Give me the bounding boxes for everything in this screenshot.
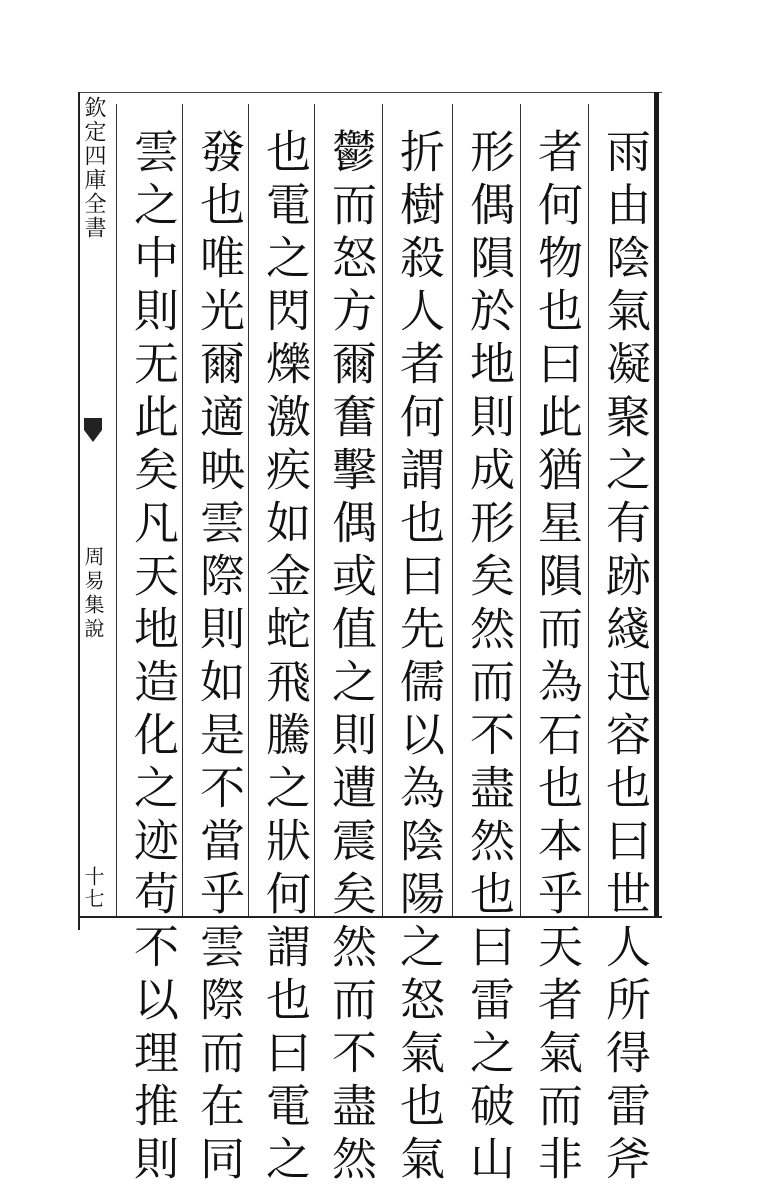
page-number: 十七 xyxy=(81,866,105,910)
column-rule xyxy=(520,104,521,916)
column-rule xyxy=(588,104,589,916)
section-title: 周易集說 xyxy=(81,546,105,642)
book-title: 欽定四庫全書 xyxy=(81,96,106,240)
text-column-2: 者何物也曰此猶星隕而為石也本乎天者氣而非 xyxy=(530,128,583,1188)
column-rule xyxy=(452,104,453,916)
margin-strip xyxy=(80,96,106,916)
text-column-7: 發也唯光爾適映雲際則如是不當乎雲際而在同 xyxy=(192,128,245,1188)
text-column-4: 折樹殺人者何謂也曰先儒以為陰陽之怒氣也氣 xyxy=(392,128,445,1188)
text-column-1: 雨由陰氣凝聚之有跡綫迅容也曰世人所得雷斧 xyxy=(598,128,651,1188)
column-rule xyxy=(116,104,117,916)
text-column-8: 雲之中則无此矣凡天地造化之迹苟不以理推則 xyxy=(126,128,179,1188)
text-column-6: 也電之閃爍激疾如金蛇飛騰之狀何謂也曰電之 xyxy=(258,128,311,1188)
text-column-3: 形偶隕於地則成形矣然而不盡然也曰雷之破山 xyxy=(462,128,515,1188)
text-column-5: 鬱而怒方爾奮擊偶或值之則遭震矣然而不盡然 xyxy=(324,128,377,1188)
fish-tail-mark-icon xyxy=(82,416,104,444)
column-rule xyxy=(382,104,383,916)
